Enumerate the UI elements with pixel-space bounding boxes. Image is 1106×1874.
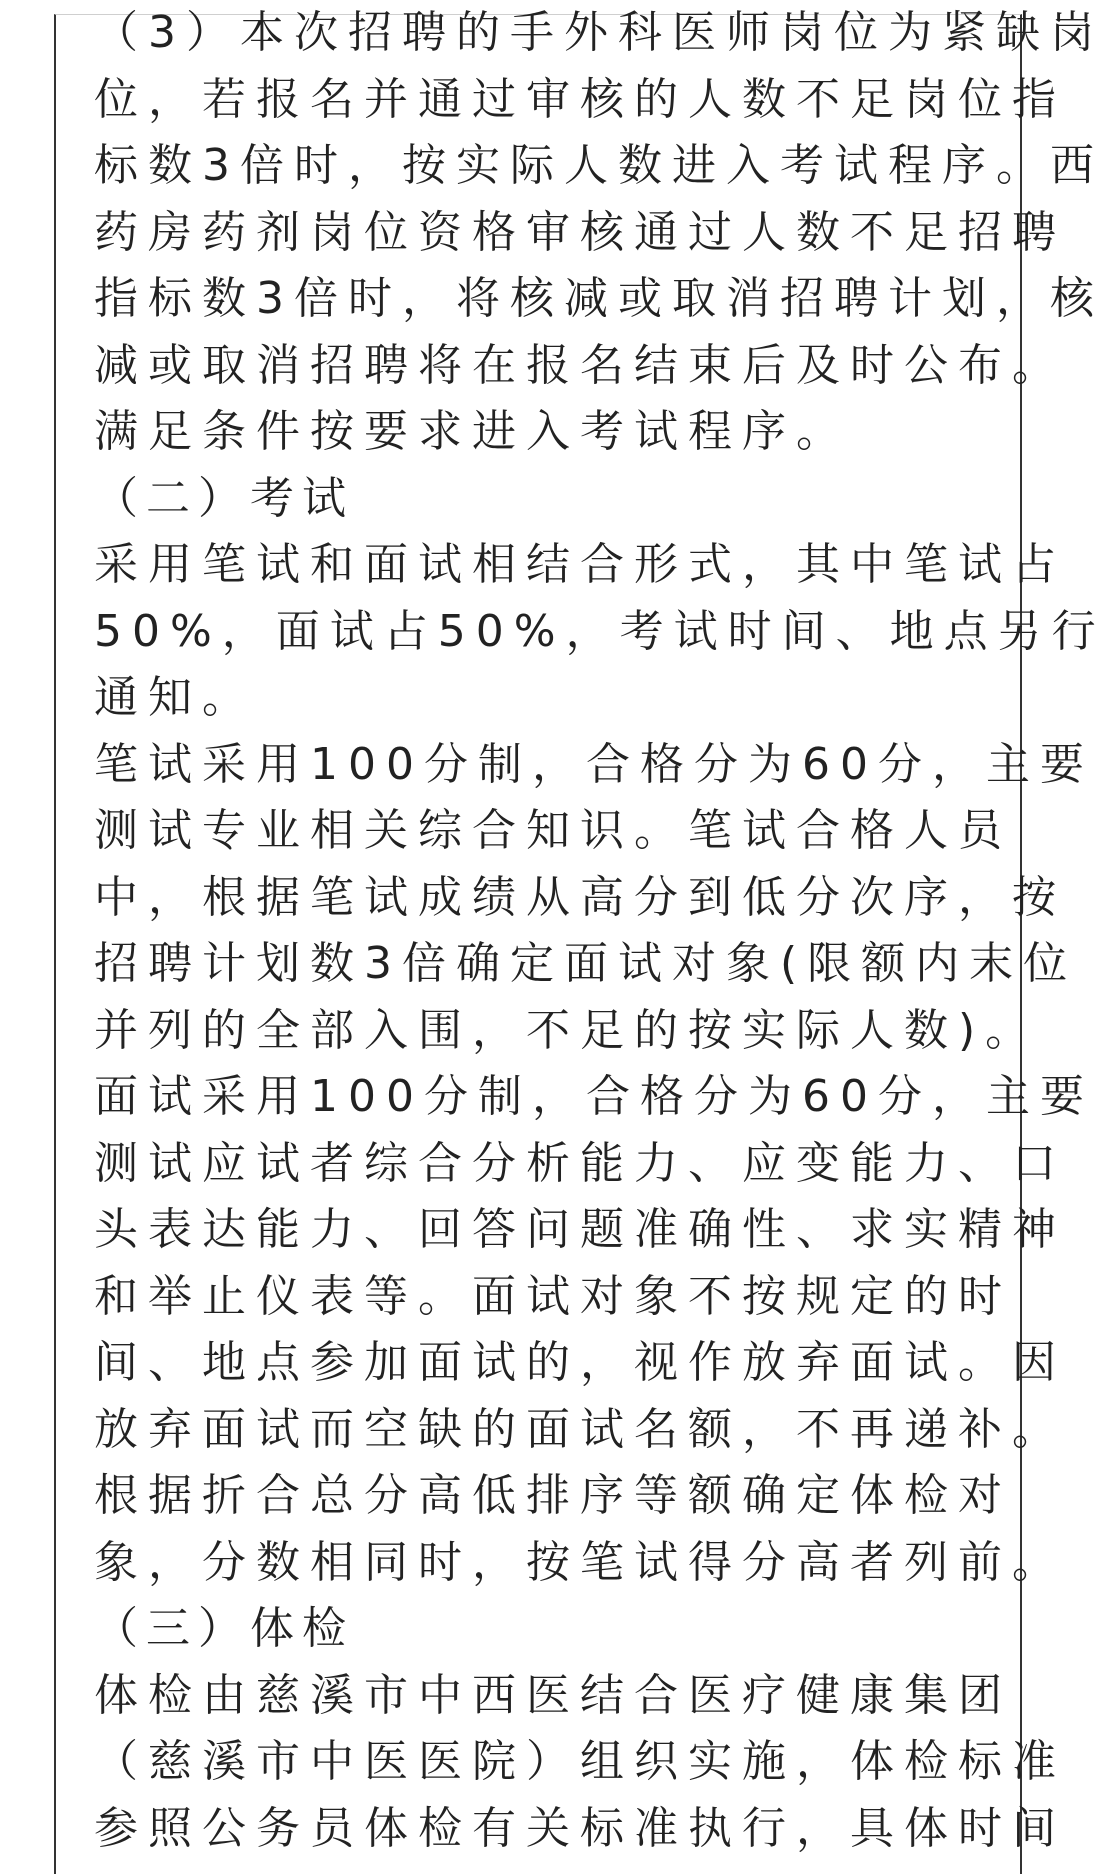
text-line: 测试专业相关综合知识。笔试合格人员 <box>94 805 1012 856</box>
text-line: 头表达能力、回答问题准确性、求实精神 <box>94 1204 1066 1255</box>
text-line: 减或取消招聘将在报名结束后及时公布。 <box>94 339 1066 391</box>
section-heading-physical-exam: （三）体检 <box>94 1603 354 1654</box>
document-body <box>94 0 1106 1862</box>
text-line: 位，若报名并通过审核的人数不足岗位指 <box>94 73 1066 125</box>
text-line: 笔试采用100分制，合格分为60分，主要 <box>94 738 1094 790</box>
text-line: 药房药剂岗位资格审核通过人数不足招聘 <box>94 206 1066 258</box>
text-line: 间、地点参加面试的，视作放弃面试。因 <box>94 1337 1066 1388</box>
text-line: 50%，面试占50%，考试时间、地点另行 <box>94 605 1106 657</box>
text-line: 满足条件按要求进入考试程序。 <box>94 406 850 457</box>
text-line: 标数3倍时，按实际人数进入考试程序。西 <box>94 140 1104 191</box>
text-line: 面试采用100分制，合格分为60分，主要 <box>94 1071 1094 1122</box>
text-line: 象，分数相同时，按笔试得分高者列前。 <box>94 1536 1066 1588</box>
text-line: （3）本次招聘的手外科医师岗位为紧缺岗 <box>94 7 1104 58</box>
text-line: 根据折合总分高低排序等额确定体检对 <box>94 1470 1012 1521</box>
text-line: 采用笔试和面试相结合形式，其中笔试占 <box>94 539 1066 590</box>
text-line: 招聘计划数3倍确定面试对象(限额内末位 <box>94 938 1078 989</box>
text-line: 和举止仪表等。面试对象不按规定的时 <box>94 1270 1012 1322</box>
text-line: 通知。 <box>94 672 256 723</box>
text-line: 放弃面试而空缺的面试名额，不再递补。 <box>94 1403 1066 1455</box>
text-line: （慈溪市中医医院）组织实施，体检标准 <box>94 1736 1066 1787</box>
text-line: 并列的全部入围，不足的按实际人数)。 <box>94 1004 1040 1056</box>
text-line: 指标数3倍时，将核减或取消招聘计划，核 <box>94 273 1104 324</box>
text-line: 体检由慈溪市中西医结合医疗健康集团 <box>94 1669 1012 1721</box>
text-line: 中，根据笔试成绩从高分到低分次序，按 <box>94 871 1066 923</box>
section-heading-exam: （二）考试 <box>94 472 354 524</box>
text-line: 测试应试者综合分析能力、应变能力、口 <box>94 1137 1066 1189</box>
text-line: 参照公务员体检有关标准执行，具体时间 <box>94 1802 1066 1854</box>
